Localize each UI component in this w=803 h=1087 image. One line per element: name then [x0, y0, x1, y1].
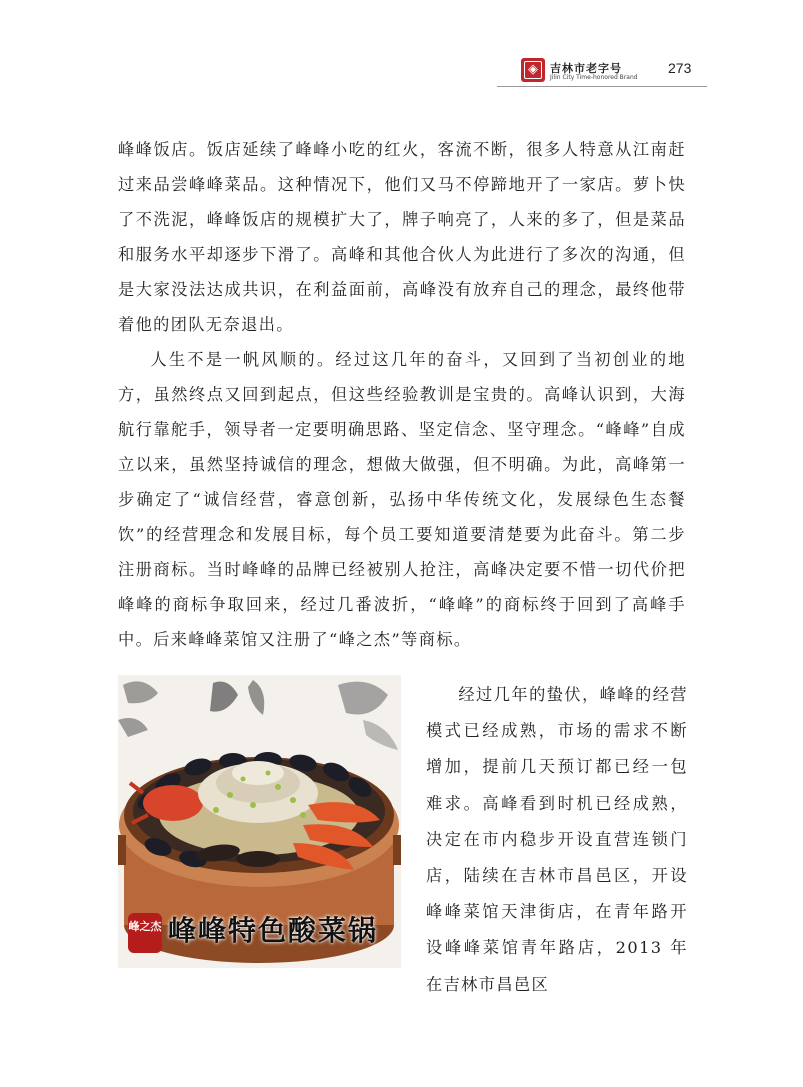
page-number: 273 [668, 60, 692, 76]
brand-seal-icon [521, 58, 545, 82]
photo-caption: 峰峰特色酸菜锅 [168, 914, 379, 947]
side-paragraph: 经过几年的蛰伏，峰峰的经营模式已经成熟，市场的需求不断增加，提前几天预订都已经一包难求。高峰看到时机已经成熟，决定在市内稳步开设直营连锁门店，陆续在吉林市昌邑区，开设峰峰菜馆天津街店，在青年路开设峰峰菜馆青年路店，2013 年在吉林市昌邑区 [426, 685, 688, 994]
paragraph-2: 人生不是一帆风顺的。经过这几年的奋斗，又回到了当初创业的地方，虽然终点又回到起点，但这些经验教训是宝贵的。高峰认识到，大海航行靠舵手，领导者一定要明确思路、坚定信念、坚守理念。“峰峰”自成立以来，虽然坚持诚信的理念，想做大做强，但不明确。为此，高峰第一步确定了“诚信经营，睿意创新，弘扬中华传统文化，发展绿色生态餐饮”的经营理念和发展目标，每个员工要知道要清楚要为此奋斗。第二步注册商标。当时峰峰的品牌已经被别人抢注，高峰决定要不惜一切代价把峰峰的商标争取回来，经过几番波折，“峰峰”的商标终于回到了高峰手中。后来峰峰菜馆又注册了“峰之杰”等商标。 [118, 350, 686, 649]
paragraph-1: 峰峰饭店。饭店延续了峰峰小吃的红火，客流不断，很多人特意从江南赶过来品尝峰峰菜品。这种情况下，他们又马不停蹄地开了一家店。萝卜快了不洗泥，峰峰饭店的规模扩大了，牌子响亮了，人来的多了，但是菜品和服务水平却逐步下滑了。高峰和其他合伙人为此进行了多次的沟通，但是大家没法达成共识，在利益面前，高峰没有放弃自己的理念，最终他带着他的团队无奈退出。 [118, 140, 686, 334]
header-rule [497, 86, 707, 87]
body-text [118, 132, 686, 657]
page-header [0, 0, 803, 90]
brand-logo-text: 峰之杰 [128, 920, 162, 933]
brand-title: 吉林市老字号 [550, 62, 622, 75]
side-text [426, 677, 688, 1003]
brand-subtitle: Jilin City Time-honored Brand [550, 74, 638, 81]
seal-glyph: ◈ [528, 62, 538, 77]
hotpot-photo [118, 675, 401, 968]
